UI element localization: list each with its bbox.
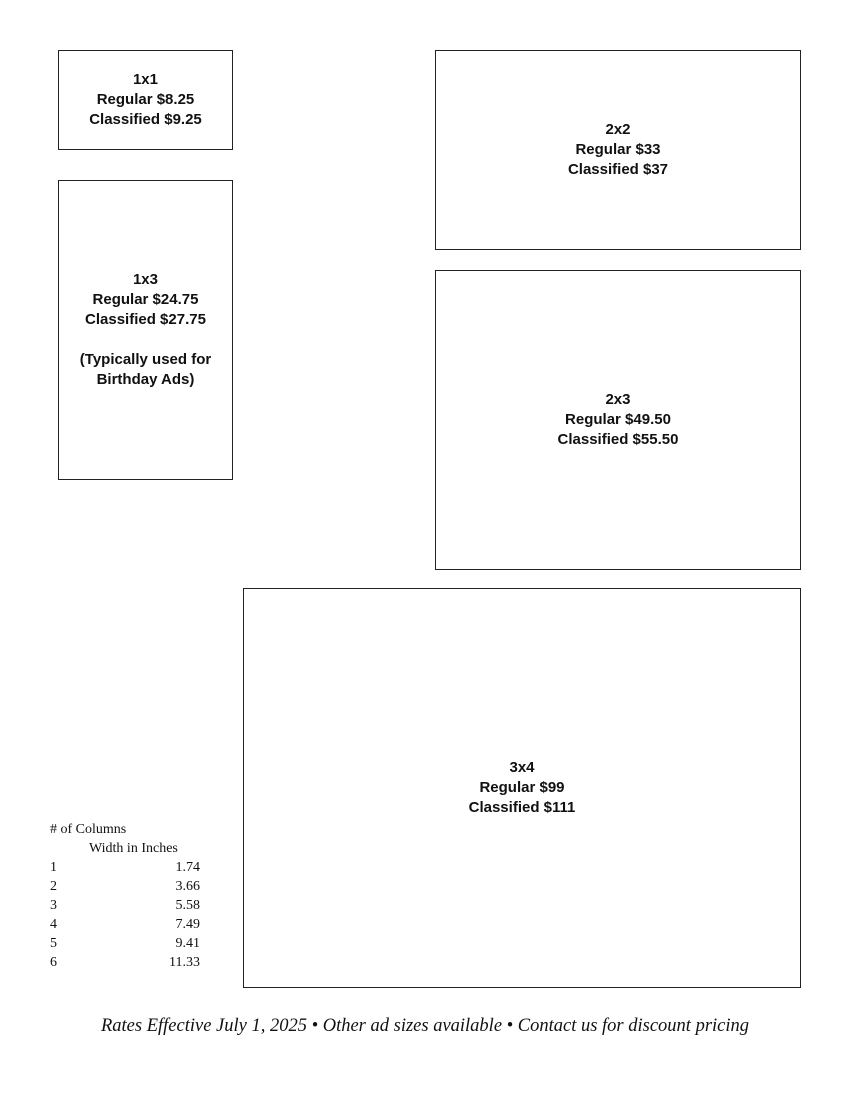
table-row <box>50 915 200 934</box>
regular-price: Regular $99 <box>479 779 565 796</box>
column-width: 1.74 <box>175 860 200 875</box>
table-header: # of Columns <box>50 822 127 837</box>
ad-size-label: 1x3 <box>132 271 158 288</box>
table-row <box>50 896 200 915</box>
classified-price: Classified $9.25 <box>89 111 202 128</box>
column-width: 3.66 <box>175 879 200 894</box>
table-row <box>50 934 200 953</box>
column-count: 6 <box>50 955 57 970</box>
column-count: 3 <box>50 898 57 913</box>
column-count: 1 <box>50 860 57 875</box>
ad-size-label: 3x4 <box>509 759 535 776</box>
column-count: 5 <box>50 936 57 951</box>
footer-rates-note: Rates Effective July 1, 2025 • Other ad sizes available • Contact us for discount pricing <box>100 1016 750 1036</box>
ad-box-text <box>89 70 202 130</box>
usage-note-line: (Typically used for <box>79 351 212 368</box>
regular-price: Regular $8.25 <box>96 91 195 108</box>
column-width: 9.41 <box>175 936 200 951</box>
table-row <box>50 858 200 877</box>
usage-note <box>80 350 211 390</box>
usage-note-line: Birthday Ads) <box>96 371 195 388</box>
ad-box-text <box>558 390 679 450</box>
ad-size-label: 2x2 <box>605 121 631 138</box>
ad-box-2x2 <box>435 50 801 250</box>
table-subheader: Width in Inches <box>89 841 178 856</box>
column-count: 4 <box>50 917 57 932</box>
column-width: 5.58 <box>175 898 200 913</box>
column-width-table <box>50 820 200 972</box>
table-row <box>50 877 200 896</box>
column-width: 7.49 <box>175 917 200 932</box>
ad-box-3x4 <box>243 588 801 988</box>
ad-box-1x3 <box>58 180 233 480</box>
column-count: 2 <box>50 879 57 894</box>
ad-size-label: 2x3 <box>605 391 631 408</box>
regular-price: Regular $24.75 <box>92 291 199 308</box>
classified-price: Classified $37 <box>567 161 669 178</box>
classified-price: Classified $27.75 <box>85 311 206 328</box>
regular-price: Regular $33 <box>575 141 661 158</box>
ad-box-text <box>568 120 668 180</box>
ad-box-1x1 <box>58 50 233 150</box>
ad-box-text <box>469 758 576 818</box>
classified-price: Classified $111 <box>468 799 576 816</box>
table-row <box>50 953 200 972</box>
ad-size-label: 1x1 <box>132 71 158 88</box>
column-width: 11.33 <box>169 955 200 970</box>
ad-box-2x3 <box>435 270 801 570</box>
classified-price: Classified $55.50 <box>557 431 679 448</box>
ad-box-text <box>80 270 211 390</box>
regular-price: Regular $49.50 <box>565 411 671 428</box>
